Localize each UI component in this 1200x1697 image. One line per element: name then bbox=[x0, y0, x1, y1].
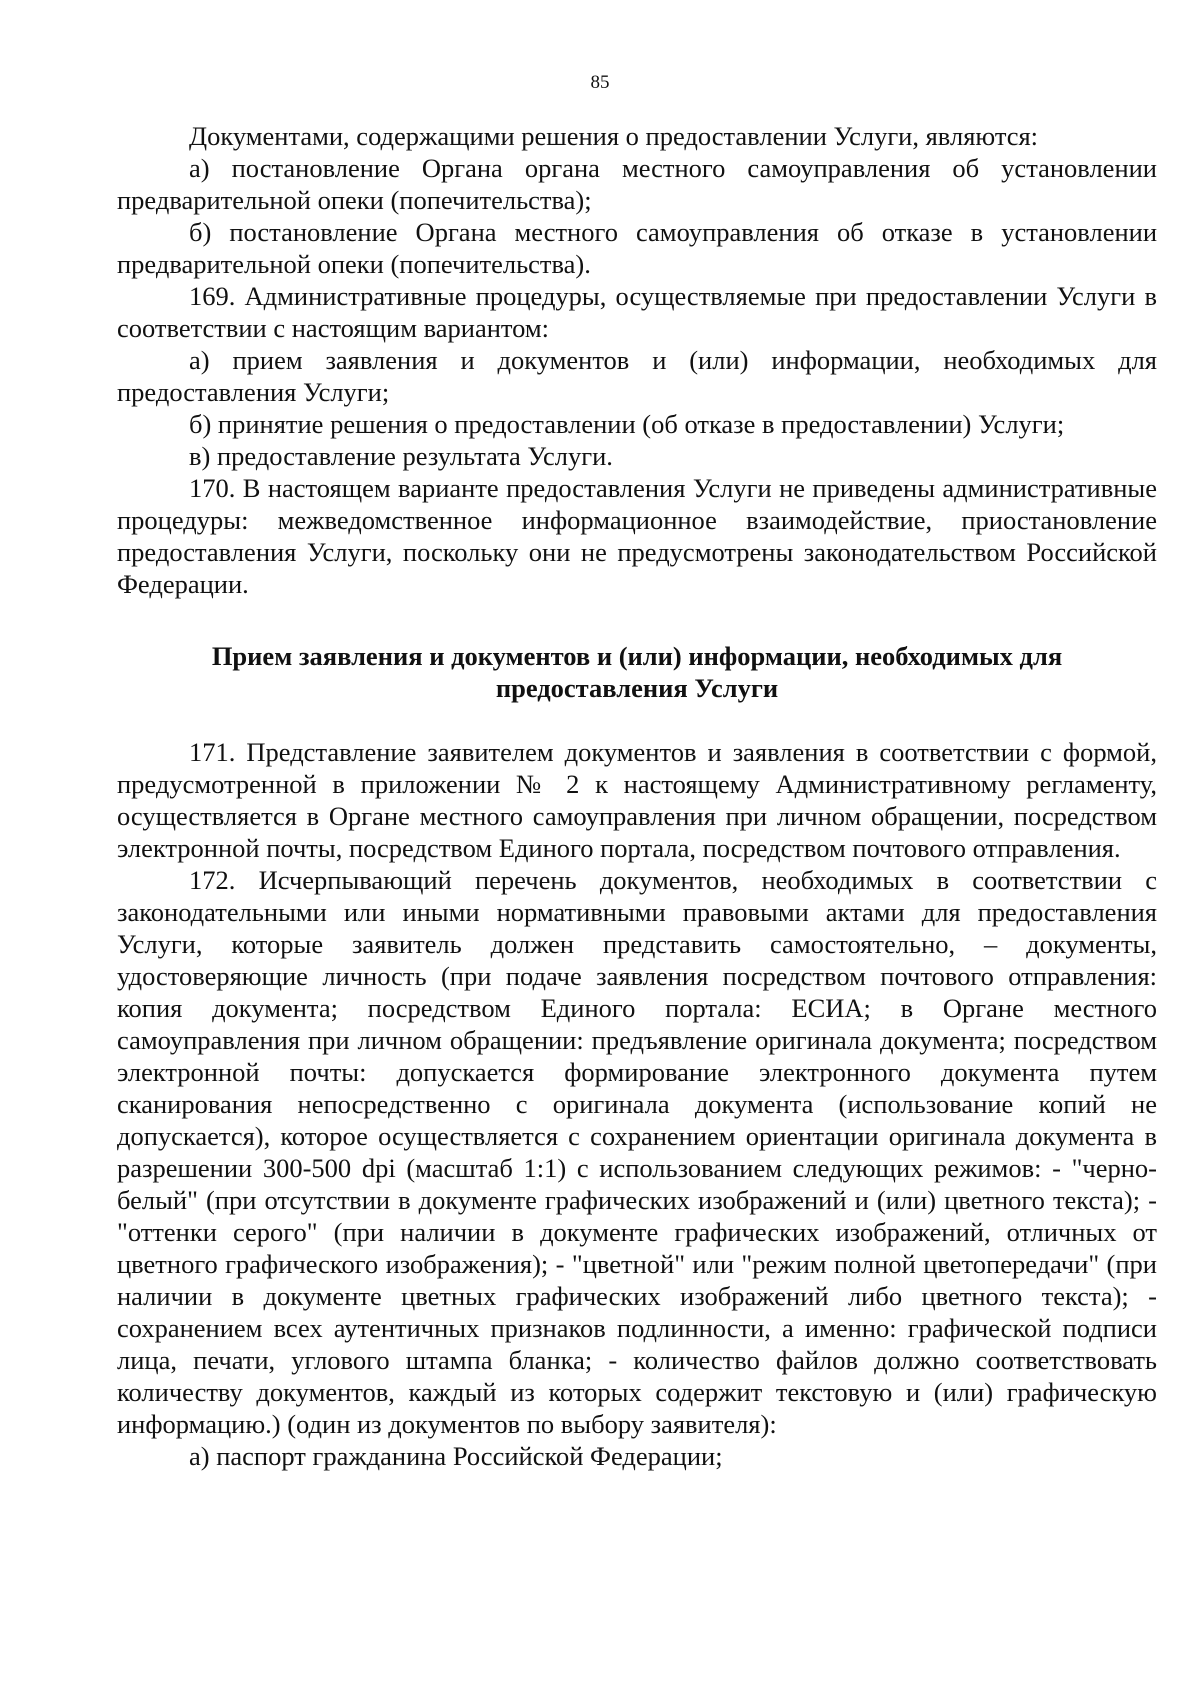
section-heading: Прием заявления и документов и (или) информации, необходимых для предоставления Услуги bbox=[211, 641, 1063, 703]
paragraph: 172. Исчерпывающий перечень документов, необходимых в соответствии с законодательными или иными нормативными правовыми актами для предоставления Услуги, которые заявитель должен представить самостоятельно, – документы, удостоверяющие личность (при подаче заявления посредством почтового отправления: копия документа; посредством Единого портала: ЕСИА; в Органе местного самоуправления при личном обращении: предъявление оригинала документа; посредством электронной почты: допускается формирование электронного документа путем сканирования непосредственно с оригинала документа (использование копий не допускается), которое осуществляется с сохранением ориентации оригинала документа в разрешении 300-500 dpi (масштаб 1:1) с использованием следующих режимов: - "черно-белый" (при отсутствии в документе графических изображений и (или) цветного текста); - "оттенки серого" (при наличии в документе графических изображений, отличных от цветного графического изображения); - "цветной" или "режим полной цветопередачи" (при наличии в документе цветных графических изображений либо цветного текста); - сохранением всех аутентичных признаков подлинности, а именно: графической подписи лица, печати, углового штампа бланка; - количество файлов должно соответствовать количеству документов, каждый из которых содержит текстовую и (или) графическую информацию.) (один из документов по выбору заявителя): bbox=[117, 865, 1157, 1439]
paragraph: 169. Административные процедуры, осуществляемые при предоставлении Услуги в соответствии с настоящим вариантом: bbox=[117, 281, 1157, 343]
document-body bbox=[117, 120, 1157, 1472]
paragraph: б) принятие решения о предоставлении (об отказе в предоставлении) Услуги; bbox=[189, 409, 1065, 439]
paragraph: в) предоставление результата Услуги. bbox=[189, 441, 613, 471]
paragraph: б) постановление Органа местного самоуправления об отказе в установлении предварительной опеки (попечительства). bbox=[117, 217, 1157, 279]
paragraph: а) прием заявления и документов и (или) информации, необходимых для предоставления Услуги; bbox=[117, 345, 1157, 407]
paragraph: а) постановление Органа органа местного самоуправления об установлении предварительной опеки (попечительства); bbox=[117, 153, 1157, 215]
page-number: 85 bbox=[590, 72, 610, 93]
paragraph: 170. В настоящем варианте предоставления Услуги не приведены административные процедуры: межведомственное информационное взаимодействие, приостановление предоставления Услуги, поскольку они не предусмотрены законодательством Российской Федерации. bbox=[117, 473, 1157, 599]
paragraph: Документами, содержащими решения о предоставлении Услуги, являются: bbox=[189, 121, 1039, 151]
paragraph: а) паспорт гражданина Российской Федерации; bbox=[189, 1441, 723, 1471]
paragraph: 171. Представление заявителем документов и заявления в соответствии с формой, предусмотренной в приложении № 2 к настоящему Административному регламенту, осуществляется в Органе местного самоуправления при личном обращении, посредством электронной почты, посредством Единого портала, посредством почтового отправления. bbox=[117, 737, 1157, 863]
